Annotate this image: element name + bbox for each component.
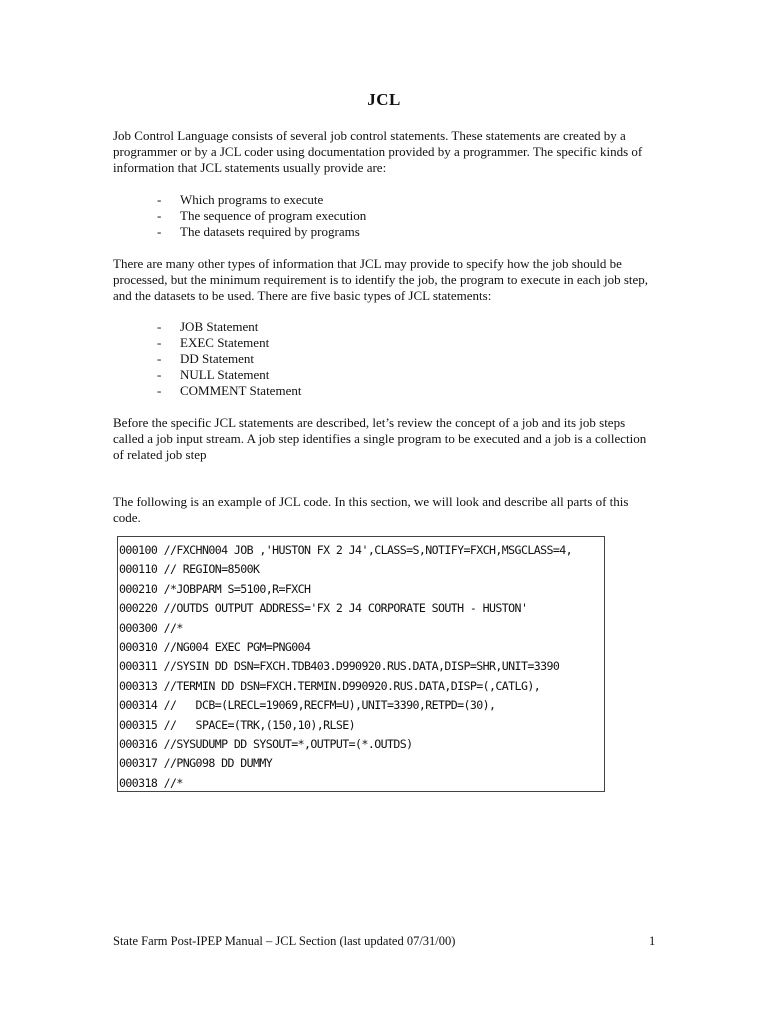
jcl-code-block	[117, 536, 605, 792]
list-item	[157, 224, 366, 240]
bullet-marker: -	[157, 335, 162, 350]
code-line: 000314 // DCB=(LRECL=19069,RECFM=U),UNIT=3390,RETPD=(30),	[119, 698, 496, 713]
list-item	[157, 208, 366, 224]
list-item-text: DD Statement	[180, 351, 255, 366]
code-line: 000315 // SPACE=(TRK,(150,10),RLSE)	[119, 717, 356, 732]
example-paragraph: The following is an example of JCL code. In this section, we will look and describe all parts of this code.	[113, 494, 629, 525]
bullet-marker: -	[157, 319, 162, 334]
list-item	[157, 383, 301, 399]
code-line: 000300 //*	[119, 620, 183, 635]
list-item-text: COMMENT Statement	[180, 383, 302, 398]
code-line: 000316 //SYSUDUMP DD SYSOUT=*,OUTPUT=(*.OUTDS)	[119, 736, 413, 751]
code-line: 000311 //SYSIN DD DSN=FXCH.TDB403.D990920.RUS.DATA,DISP=SHR,UNIT=3390	[119, 659, 560, 674]
code-line: 000220 //OUTDS OUTPUT ADDRESS='FX 2 J4 CORPORATE SOUTH - HUSTON'	[119, 601, 528, 616]
statement-types-list	[157, 319, 301, 399]
bullet-marker: -	[157, 367, 162, 382]
page-number: 1	[649, 934, 656, 948]
bullet-marker: -	[157, 192, 162, 207]
code-line: 000318 //*	[119, 775, 183, 790]
list-item-text: NULL Statement	[180, 367, 270, 382]
footer-text: State Farm Post-IPEP Manual – JCL Section (last updated 07/31/00)	[113, 934, 456, 948]
bullet-marker: -	[157, 224, 162, 239]
code-line: 000313 //TERMIN DD DSN=FXCH.TERMIN.D990920.RUS.DATA,DISP=(,CATLG),	[119, 678, 541, 693]
job-steps-paragraph: Before the specific JCL statements are described, let’s review the concept of a job and its job steps called a job input stream. A job step identifies a single program to be executed and a job is a collection of related job step	[113, 415, 647, 462]
list-item	[157, 367, 301, 383]
list-item-text: The datasets required by programs	[180, 224, 360, 239]
list-item	[157, 319, 301, 335]
bullet-marker: -	[157, 383, 162, 398]
list-item	[157, 335, 301, 351]
page-title: JCL	[367, 90, 401, 109]
info-list	[157, 192, 366, 240]
bullet-marker: -	[157, 208, 162, 223]
list-item-text: Which programs to execute	[180, 192, 324, 207]
code-line: 000100 //FXCHN004 JOB ,'HUSTON FX 2 J4',CLASS=S,NOTIFY=FXCH,MSGCLASS=4,	[119, 543, 572, 557]
bullet-marker: -	[157, 351, 162, 366]
list-item-text: The sequence of program execution	[180, 208, 367, 223]
intro-paragraph: Job Control Language consists of several job control statements. These statements are created by a programmer or by a JCL coder using documentation provided by a programmer. The specific kinds of information that JCL statements usually provide are:	[113, 128, 643, 175]
code-line: 000210 /*JOBPARM S=5100,R=FXCH	[119, 581, 311, 596]
code-line: 000317 //PNG098 DD DUMMY	[119, 756, 273, 771]
code-line: 000110 // REGION=8500K	[119, 562, 260, 577]
list-item	[157, 192, 366, 208]
statement-types-paragraph: There are many other types of information that JCL may provide to specify how the job should be processed, but the minimum requirement is to identify the job, the program to execute in each job step, and the datasets to be used. There are five basic types of JCL statements:	[113, 256, 649, 303]
list-item-text: EXEC Statement	[180, 335, 270, 350]
list-item-text: JOB Statement	[180, 319, 259, 334]
code-line: 000310 //NG004 EXEC PGM=PNG004	[119, 639, 311, 654]
list-item	[157, 351, 301, 367]
